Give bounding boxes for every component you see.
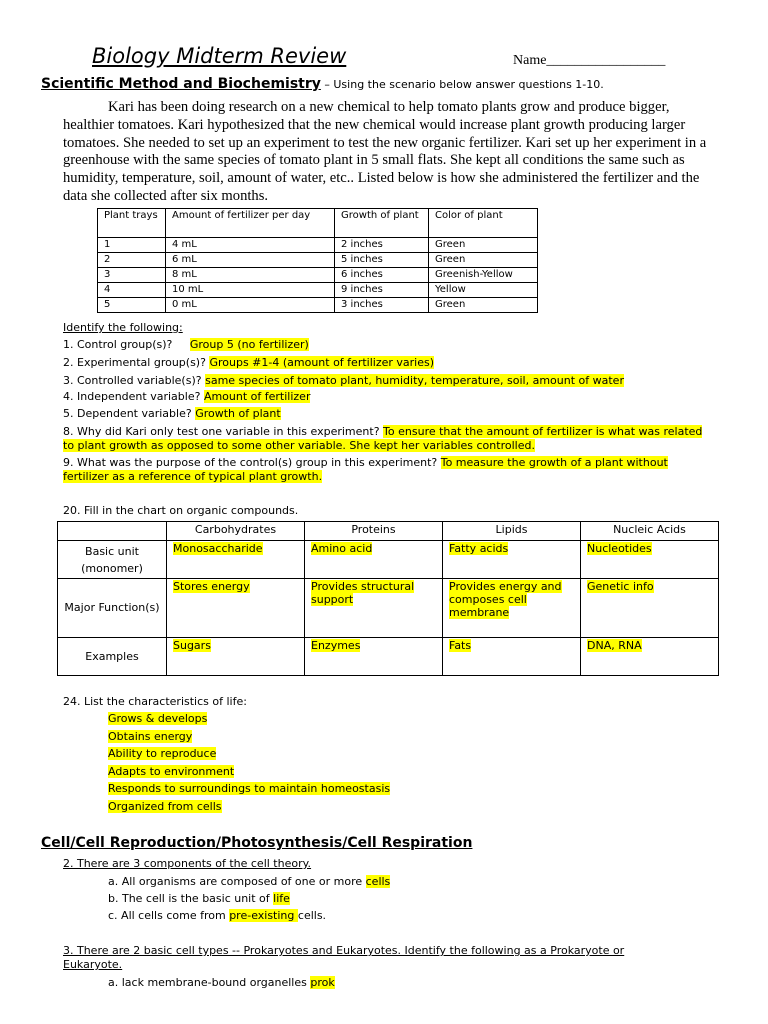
table-cell: 6 mL (166, 253, 335, 268)
answer-text: Grows & develops (108, 712, 208, 725)
cell-theory-b (108, 892, 290, 905)
answer-text: Growth of plant (195, 407, 281, 420)
table-cell: Green (429, 238, 538, 253)
table-row (98, 298, 538, 313)
answer-text: Obtains energy (108, 729, 193, 743)
section-1-heading: Scientific Method and Biochemistry (41, 76, 321, 92)
answer-text: prok (310, 976, 335, 989)
question-20: 20. Fill in the chart on organic compounds. (63, 504, 299, 517)
table-row (58, 541, 719, 579)
question-4 (63, 390, 310, 403)
question-text: 1. Control group(s)? (63, 338, 173, 351)
answer-text: Monosaccharide (173, 542, 263, 555)
table-header-row (98, 209, 538, 238)
table-cell: 6 inches (335, 268, 429, 283)
list-item (108, 800, 390, 818)
answer-text: Stores energy (173, 580, 250, 593)
table-row (98, 238, 538, 253)
table-cell: Greenish-Yellow (429, 268, 538, 283)
table-header-cell (58, 522, 167, 541)
answer-text: Amount of fertilizer (203, 390, 311, 403)
cell-theory-c (108, 909, 326, 922)
scenario-text: Kari has been doing research on a new chemical to help tomato plants grow and produce bigger, healthier tomatoes. Kari hypothesized that the new chemical would increase plant growth producing larger tomatoes. She needed to set up an experiment to test the new organic fertilizer. Kari set up her experiment in a greenhouse with the same species of tomato plant in 5 small flats. She kept all conditions the same such as humidity, temperature, soil, amount of water, etc.. Listed below is how she administered the fertilizer and the data she collected after six months. (63, 99, 707, 204)
table-cell: 8 mL (166, 268, 335, 283)
answer-text: DNA, RNA (587, 639, 642, 652)
answer-text: cells (365, 875, 391, 888)
statement-text: cells. (297, 909, 327, 922)
table-header-row (58, 522, 719, 541)
table-cell: 10 mL (166, 283, 335, 298)
answer-text: Groups #1-4 (amount of fertilizer varies) (209, 356, 435, 369)
table-row (98, 268, 538, 283)
answer-text: life (273, 892, 290, 905)
table-cell: 1 (98, 238, 166, 253)
organic-compounds-table (57, 521, 719, 676)
table-header-cell: Amount of fertilizer per day (166, 209, 335, 238)
answer-text: Genetic info (587, 580, 654, 593)
question-3 (63, 374, 624, 387)
life-characteristics-list (108, 712, 390, 817)
table-cell: 3 (98, 268, 166, 283)
table-row (98, 253, 538, 268)
question-1 (63, 338, 309, 351)
question-24: 24. List the characteristics of life: (63, 695, 247, 708)
question-text: 3. Controlled variable(s)? (63, 374, 202, 387)
answer-text: Fats (449, 639, 472, 652)
answer-text: Ability to reproduce (108, 747, 217, 760)
table-cell: 0 mL (166, 298, 335, 313)
table-header-cell: Proteins (305, 522, 443, 541)
answer-text: Responds to surroundings to maintain homeostasis (108, 782, 391, 795)
cell-types-a (108, 976, 335, 989)
list-item (108, 747, 390, 765)
section-2-heading: Cell/Cell Reproduction/Photosynthesis/Cell Respiration (41, 835, 473, 851)
table-cell: 5 inches (335, 253, 429, 268)
table-cell (581, 579, 719, 638)
table-row (58, 579, 719, 638)
table-cell (443, 541, 581, 579)
table-cell (167, 638, 305, 676)
identify-heading: Identify the following: (63, 321, 183, 334)
row-label: Major Function(s) (58, 579, 167, 638)
cell-theory-a (108, 875, 390, 888)
table-cell (305, 638, 443, 676)
section-1-header (41, 76, 604, 92)
list-item (108, 730, 390, 748)
answer-text: Fatty acids (449, 542, 509, 555)
table-cell: 9 inches (335, 283, 429, 298)
row-label: Examples (58, 638, 167, 676)
question-2 (63, 356, 434, 369)
table-header-cell: Lipids (443, 522, 581, 541)
answer-text: Group 5 (no fertilizer) (189, 338, 309, 351)
table-cell: 3 inches (335, 298, 429, 313)
table-header-cell: Plant trays (98, 209, 166, 238)
table-cell (167, 579, 305, 638)
table-cell: Green (429, 298, 538, 313)
statement-text: a. All organisms are composed of one or more (108, 875, 366, 888)
question-text: 2. Experimental group(s)? (63, 356, 206, 369)
question-text: 5. Dependent variable? (63, 407, 192, 420)
answer-text: Nucleotides (587, 542, 652, 555)
table-cell: 5 (98, 298, 166, 313)
section-1-note: – Using the scenario below answer questions 1-10. (320, 78, 604, 91)
list-item (108, 782, 390, 800)
table-row (98, 283, 538, 298)
statement-text: c. All cells come from (108, 909, 230, 922)
question-text: 9. What was the purpose of the control(s) group in this experiment? (63, 456, 438, 469)
table-cell (581, 541, 719, 579)
answer-text: Provides structural support (311, 580, 415, 606)
answer-text: Enzymes (311, 639, 361, 652)
table-cell: 2 (98, 253, 166, 268)
statement-text: b. The cell is the basic unit of (108, 892, 274, 905)
row-label: Basic unit (monomer) (58, 541, 167, 579)
list-item (108, 765, 390, 783)
table-header-cell: Color of plant (429, 209, 538, 238)
question-text: 8. Why did Kari only test one variable in this experiment? (63, 425, 380, 438)
table-cell (305, 541, 443, 579)
fertilizer-data-table (97, 208, 538, 313)
table-cell (167, 541, 305, 579)
question-text: 4. Independent variable? (63, 390, 201, 403)
table-cell (443, 638, 581, 676)
answer-text: Adapts to environment (108, 764, 235, 778)
answer-text: same species of tomato plant, humidity, temperature, soil, amount of water (205, 374, 624, 387)
table-cell: 4 (98, 283, 166, 298)
answer-text: To measure the growth of a plant without fertilizer as a reference of typical plant growth. (63, 456, 668, 483)
answer-text: Amino acid (311, 542, 373, 555)
question-5 (63, 407, 281, 420)
table-header-cell: Carbohydrates (167, 522, 305, 541)
cell-types-question: 3. There are 2 basic cell types -- Prokaryotes and Eukaryotes. Identify the following as a Prokaryote or Eukaryote. (63, 944, 625, 971)
answer-text: To ensure that the amount of fertilizer is what was related to plant growth as opposed to some other variable. She kept her variables controlled. (63, 425, 703, 452)
name-field: Name_________________ (513, 53, 666, 68)
scenario-paragraph (63, 99, 723, 206)
cell-theory-question: 2. There are 3 components of the cell theory. (63, 857, 312, 870)
answer-text: Organized from cells (108, 799, 222, 813)
document-title: Biology Midterm Review (92, 44, 347, 68)
table-header-cell: Growth of plant (335, 209, 429, 238)
list-item (108, 712, 390, 730)
question-8 (63, 425, 713, 453)
statement-text: a. lack membrane-bound organelles (108, 976, 311, 989)
answer-text: Sugars (173, 639, 211, 652)
table-cell (305, 579, 443, 638)
answer-text: pre-existing (229, 909, 298, 922)
table-cell (443, 579, 581, 638)
question-9 (63, 456, 713, 484)
table-cell: Yellow (429, 283, 538, 298)
answer-text: Provides energy and composes cell membrane (449, 580, 562, 619)
table-cell: Green (429, 253, 538, 268)
table-cell: 2 inches (335, 238, 429, 253)
table-row (58, 638, 719, 676)
table-cell (581, 638, 719, 676)
table-header-cell: Nucleic Acids (581, 522, 719, 541)
table-cell: 4 mL (166, 238, 335, 253)
